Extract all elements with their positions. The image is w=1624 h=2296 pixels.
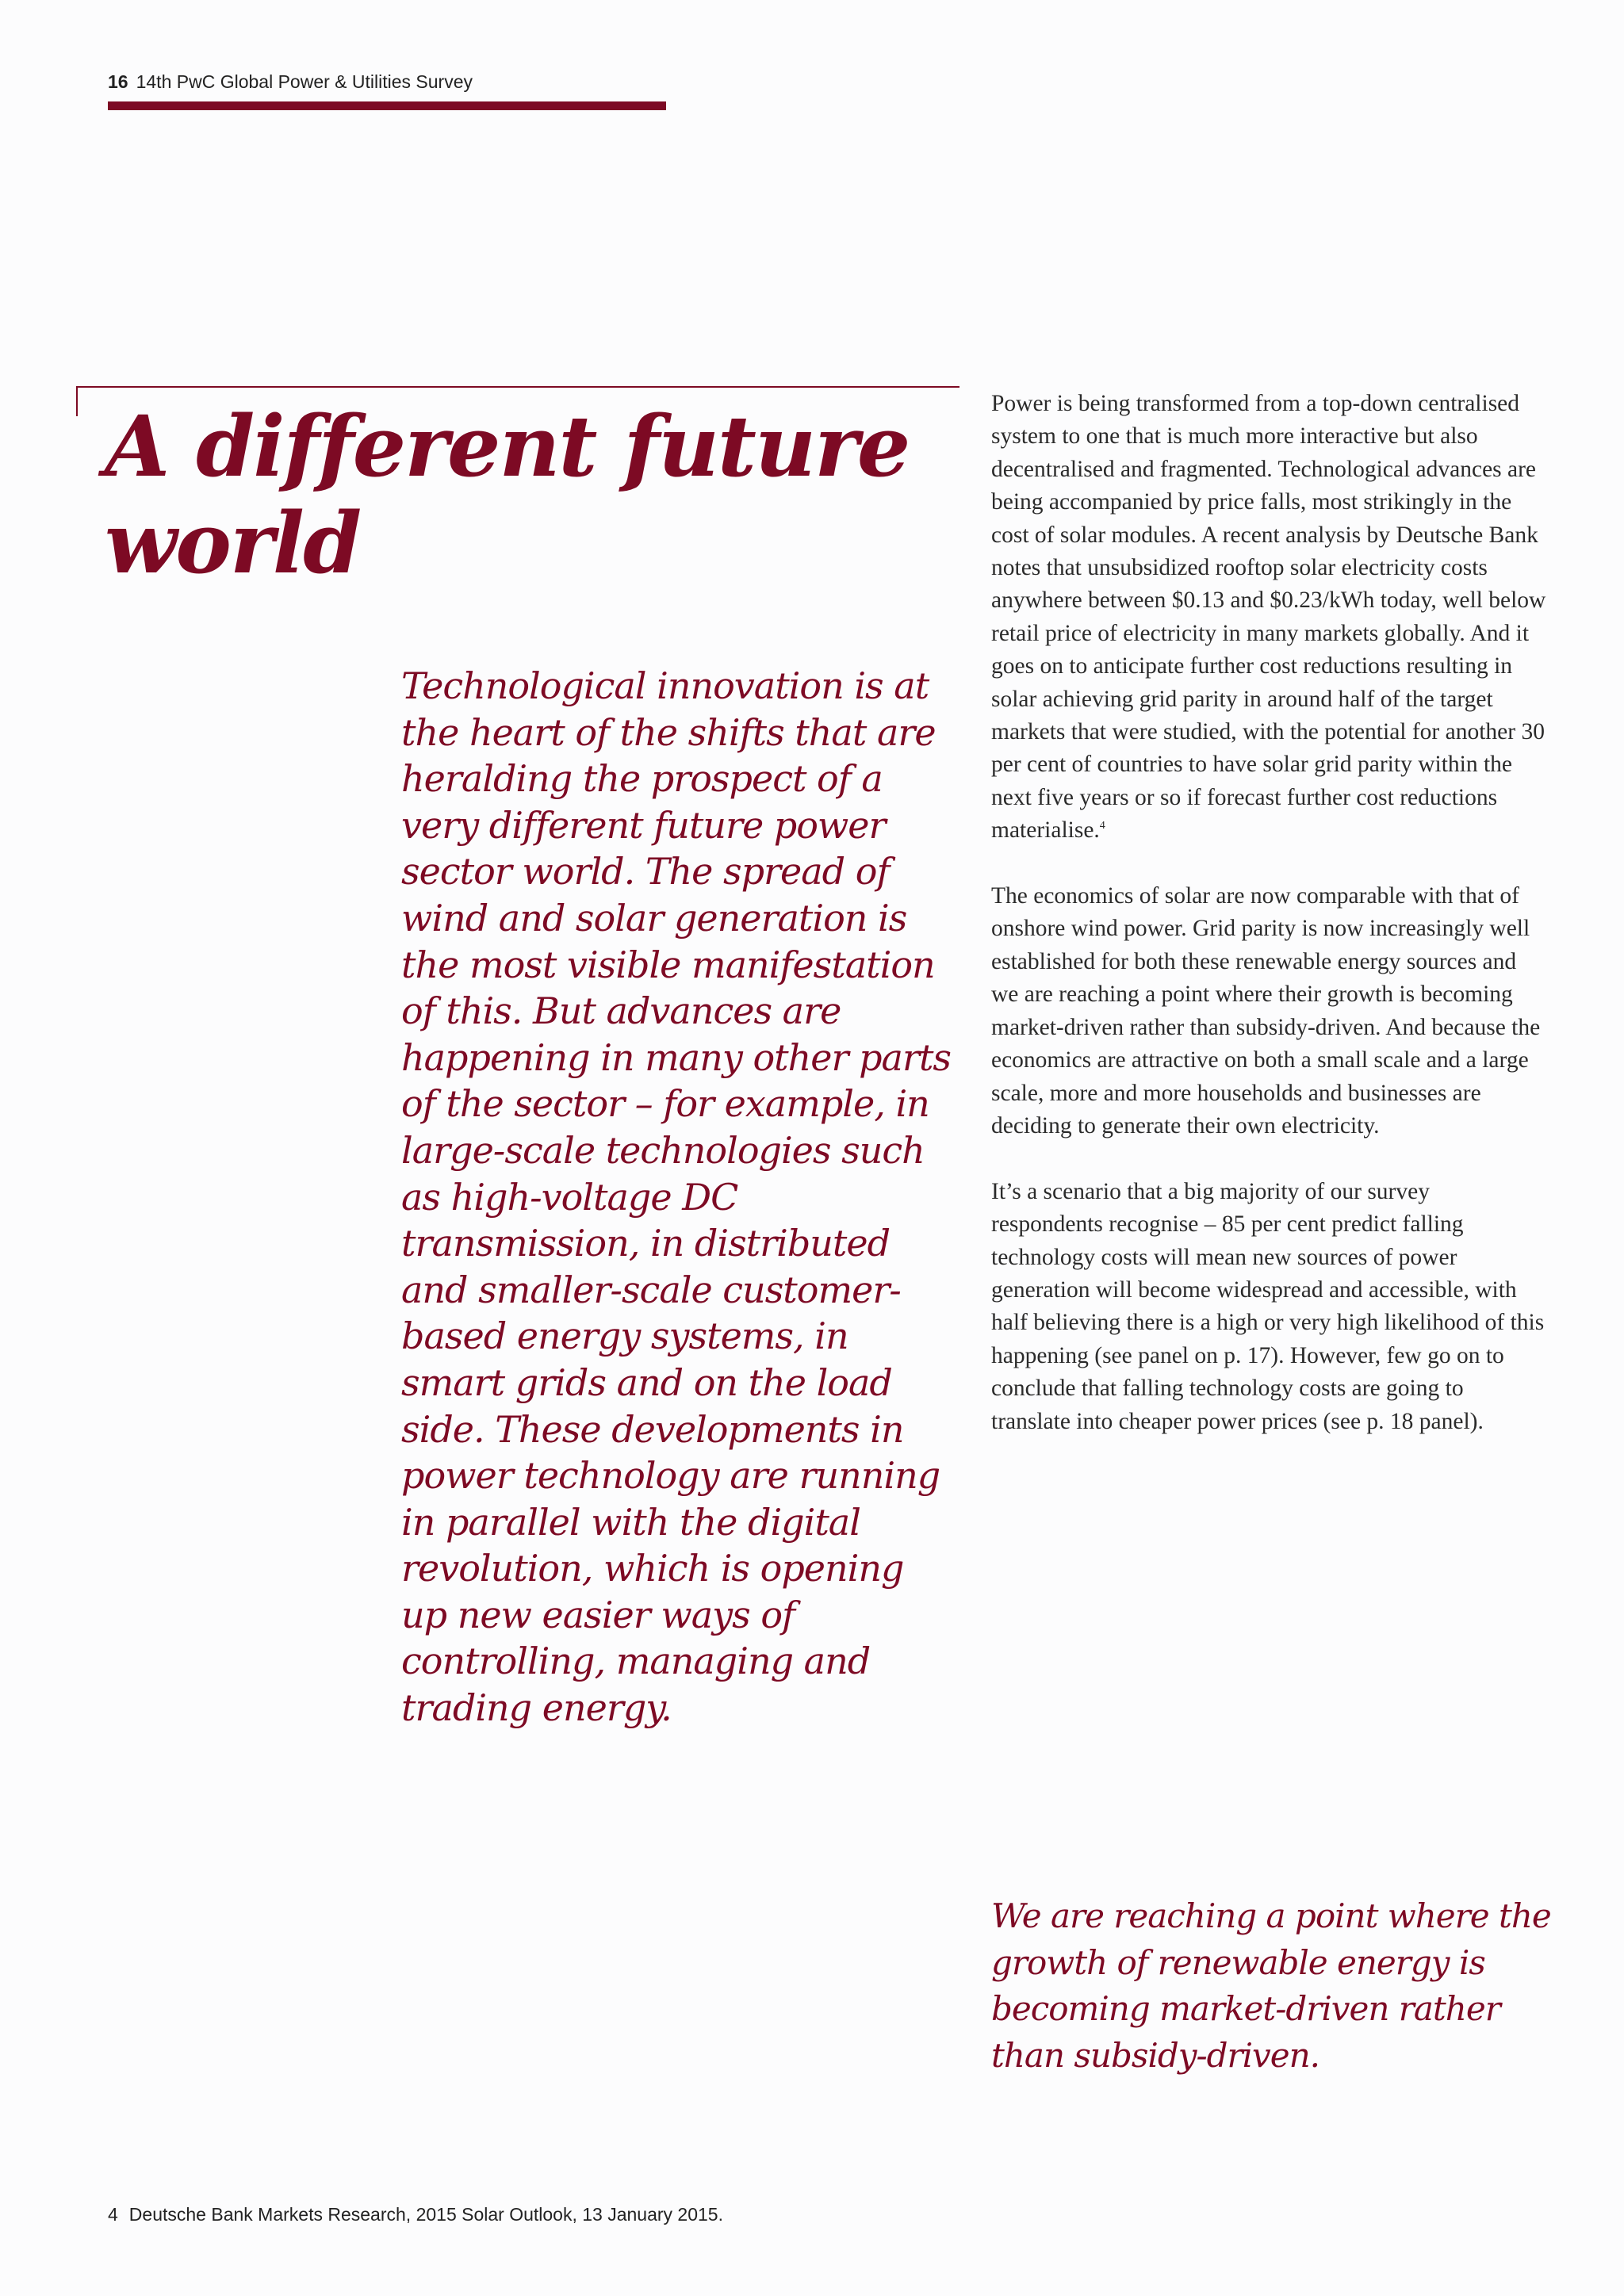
title-frame-corner: [76, 386, 78, 416]
running-header: [108, 71, 473, 93]
footnote-reference: 4: [1099, 820, 1105, 832]
page-number: 16: [108, 71, 128, 92]
body-column: [991, 388, 1546, 1471]
header-rule: [108, 101, 666, 110]
footnote-number: 4: [108, 2204, 118, 2225]
footnote: [108, 2204, 723, 2225]
footnote-text: Deutsche Bank Markets Research, 2015 Solar Outlook, 13 January 2015.: [128, 2204, 723, 2225]
body-paragraph-3: It’s a scenario that a big majority of our survey respondents recognise – 85 per cent predict falling technology costs will mean new sources of power generation will become widespread and accessible, with half believing there is a high or very high likelihood of this happening (see panel on p. 17). However, few go on to conclude that falling technology costs are going to translate into cheaper power prices (see p. 18 panel).: [991, 1178, 1545, 1434]
title-frame-rule: [76, 386, 959, 388]
body-paragraph-2: The economics of solar are now comparable with that of onshore wind power. Grid parity is now increasingly well established for both these renewable energy sources and we are reaching a point where their growth is becoming market-driven rather than subsidy-driven. And because the economics are attractive on both a small scale and a large scale, more and more households and businesses are deciding to generate their own electricity.: [991, 883, 1541, 1138]
page-title: [105, 398, 961, 591]
body-paragraph-1: [991, 388, 1546, 848]
page-title-line1: A different future: [105, 396, 910, 496]
publication-title: 14th PwC Global Power & Utilities Survey: [136, 71, 473, 92]
intro-paragraph: Technological innovation is at the heart of the shifts that are heralding the prospect of a very different future power sector world. The spread of wind and solar generation is the most visible manifestation of this. But advances are happening in many other parts of the sector – for example, in large-scale technologies such as high-voltage DC transmission, in distributed and smaller-scale customer-based energy systems, in smart grids and on the load side. These developments in power technology are running in parallel with the digital revolution, which is opening up new easier ways of controlling, managing and trading energy.: [401, 664, 952, 1730]
page-title-line2: world: [105, 493, 361, 592]
body-paragraph-1-text: Power is being transformed from a top-down centralised system to one that is much more interactive but also decentralised and fragmented. Technological advances are being accompanied by price falls, most strikingly in the cost of solar modules. A recent analysis by Deutsche Bank notes that unsubsidized rooftop solar electricity costs anywhere between $0.13 and $0.23/kWh today, well below retail price of electricity in many markets globally. And it goes on to anticipate further cost reductions resulting in solar achieving grid parity in around half of the target markets that were studied, with the potential for another 30 per cent of countries to have solar grid parity within the next five years or so if forecast further cost reductions materialise.: [991, 391, 1546, 844]
pull-quote: We are reaching a point where the growth of renewable energy is becoming market-driven rather than subsidy-driven.: [991, 1896, 1551, 2075]
